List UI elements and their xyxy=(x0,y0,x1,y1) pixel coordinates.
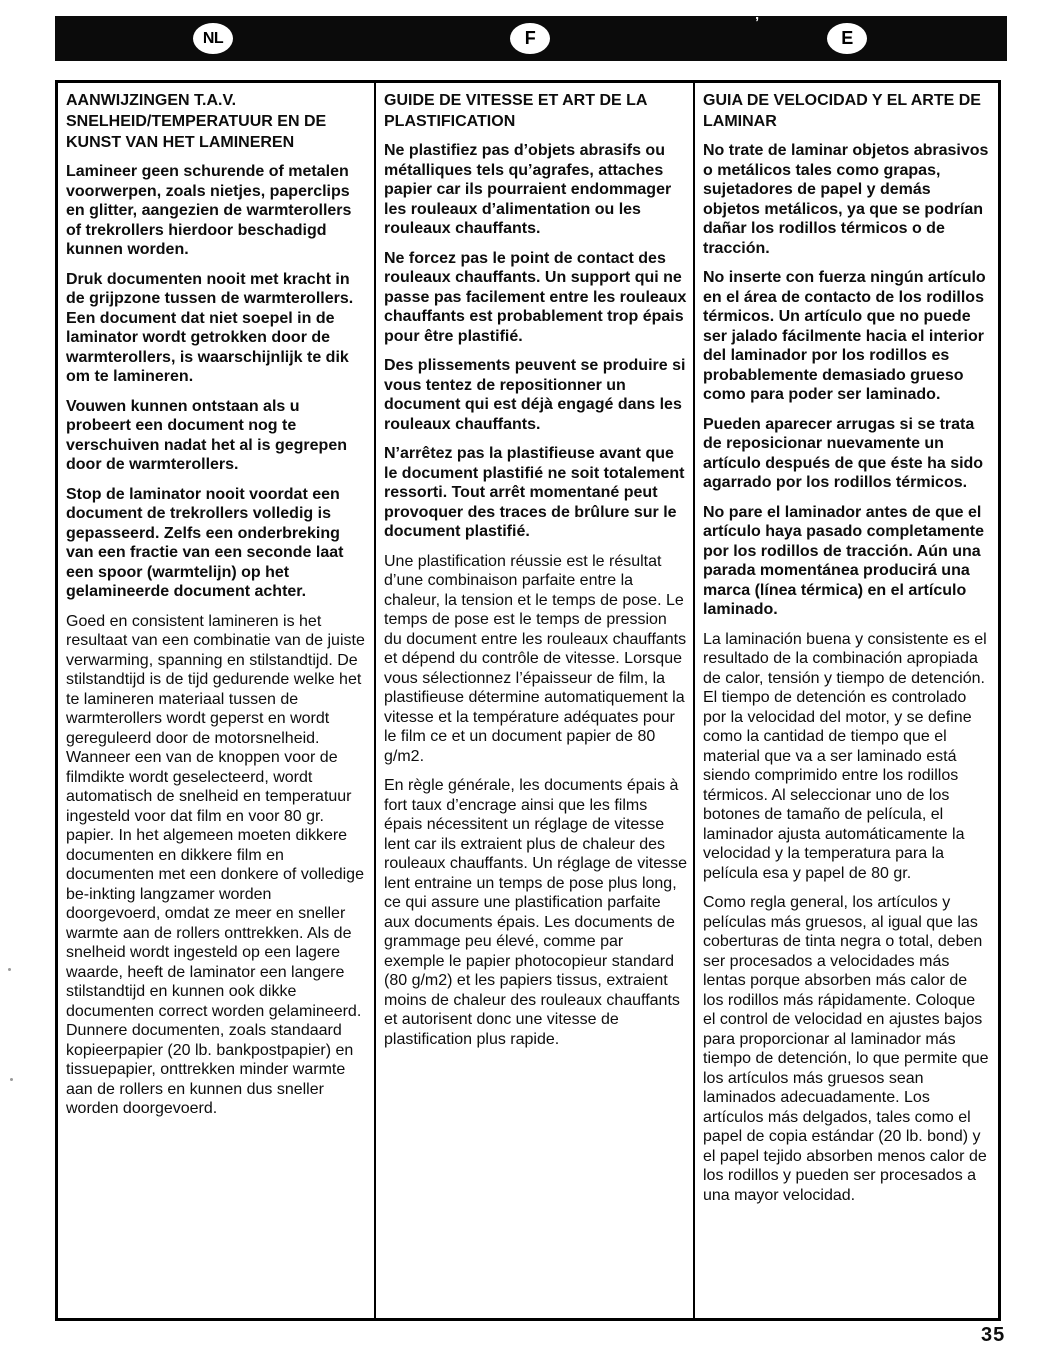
column-fr-heading: GUIDE DE VITESSE ET ART DE LA PLASTIFICATION xyxy=(384,92,647,130)
page-number: 35 xyxy=(981,1324,1006,1346)
paragraph: Pueden aparecer arrugas si se trata de reposicionar nuevamente un artículo después de que éste ha sido agarrado por los rodillos térmicos. xyxy=(703,415,984,491)
paragraph: En règle générale, les documents épais à fort taux d’encrage ainsi que les films épais nécessitent un réglage de vitesse lent car ils extraient plus de chaleur des rouleaux chauffants. Un réglage de vitesse lent entraine un temps de pose plus long, ce qui assure une plastification parfaite aux documents épais. Les documents de grammage peu élevé, comme par exemple le papier photocopieur standard (80 g/m2) et les papiers tissus, extraient moins de chaleur des rouleaux chauffants et autorisent donc une vitesse de plastification plus rapide. xyxy=(384,777,688,1048)
paragraph: La laminación buena y consistente es el resultado de la combinación apropiada de calor, tensión y tiempo de detención. El tiempo de detención es controlado por la velocidad del motor, y se define como la cantidad de tiempo que el material que va a ser laminado está siendo comprimido entre los rodillos térmicos. Al seleccionar uno de los botones de tamaño de película, el laminador ajusta automáticamente la velocidad y la temperatura para la película esa y papel de 80 gr. xyxy=(703,630,987,882)
column-nl xyxy=(58,83,376,1318)
paragraph: Stop de laminator nooit voordat een document de trekrollers volledig is gepasseerd. Zelfs een onderbreking van een fractie van een seconde laat een spoor (warmtelijn) op het gelamineerde document achter. xyxy=(66,485,344,600)
language-badge-f-icon: F xyxy=(510,23,550,54)
paragraph: No trate de laminar objetos abrasivos o metálicos tales como grapas, sujetadores de papel y demás objetos metálicos, ya que se podrían dañar los rodillos térmicos o de tracción. xyxy=(703,142,989,257)
paragraph: N’arrêtez pas la plastifieuse avant que le document plastifié ne soit totalement ressorti. Tout arrêt momentané peut provoquer des traces de brûlure sur le document plastifié. xyxy=(384,445,685,540)
language-badge-nl-icon: NL xyxy=(193,23,233,54)
paragraph: No inserte con fuerza ningún artículo en el área de contacto de los rodillos térmicos. Un artículo que no puede ser jalado fácilmente hacia el interior del laminador por los rodillos es probablemente demasiado grueso como para poder ser laminado. xyxy=(703,269,986,403)
column-fr xyxy=(376,83,695,1318)
content-box xyxy=(55,80,1001,1321)
paragraph: Lamineer geen schurende of metalen voorwerpen, zoals nietjes, paperclips en glitter, aangezien de warmterollers of trekrollers hierdoor beschadigd kunnen worden. xyxy=(66,163,352,258)
language-bar xyxy=(55,16,1007,61)
paragraph: Como regla general, los artículos y películas más gruesos, al igual que las coberturas de tinta negra o total, deben ser procesados a velocidades más lentas porque absorben más calor de los rodillos más rápidamente. Coloque el control de velocidad en ajustes bajos para proporcionar al laminador más tiempo de detención, lo que permite que los artículos más gruesos sean laminados adecuadamente. Los artículos más delgados, tales como el papel de copia estándar (20 lb. bond) y el papel tejido absorben menos calor de los rodillos y pueden ser procesados a una mayor velocidad. xyxy=(703,894,989,1204)
paragraph: Des plissements peuvent se produire si vous tentez de repositionner un document qui est déjà engagé dans les rouleaux chauffants. xyxy=(384,357,686,433)
column-es-heading: GUIA DE VELOCIDAD Y EL ARTE DE LAMINAR xyxy=(703,92,981,130)
paragraph: Druk documenten nooit met kracht in de grijpzone tussen de warmterollers. Een document dat niet soepel in de laminator wordt getrokken door de warmterollers, is waarschijnlijk te dik om te lamineren. xyxy=(66,270,354,385)
language-badge-e-icon: E xyxy=(827,23,867,54)
paragraph: Ne plastifiez pas d’objets abrasifs ou métalliques tels qu’agrafes, attaches papier car ils pourraient endommager les rouleaux d’alimentation ou les rouleaux chauffants. xyxy=(384,142,672,237)
column-nl-heading: AANWIJZINGEN T.A.V. SNELHEID/TEMPERATUUR EN DE KUNST VAN HET LAMINEREN xyxy=(66,92,327,151)
column-es xyxy=(695,83,996,1318)
paragraph: Une plastification réussie est le résultat d’une combinaison parfaite entre la chaleur, la tension et le temps de pose. Le temps de pose est le temps de pression du document entre les rouleaux chauffants et dépend du contrôle de vitesse. Lorsque vous sélectionnez l’épaisseur de film, la plastifieuse détermine automatiquement la vitesse et la température adéquates pour le film ce et un document papier de 80 g/m2. xyxy=(384,552,687,765)
scan-stray-mark: ’ xyxy=(755,14,760,31)
scan-speck xyxy=(8,968,11,971)
paragraph: Goed en consistent lamineren is het resultaat van een combinatie van de juiste verwarming, spanning en stilstandtijd. De stilstandtijd is de tijd gedurende welke het te lamineren materiaal tussen de warmterollers wordt geperst en wordt gereguleerd door de motorsnelheid. Wanneer een van de knoppen voor de filmdikte wordt geselecteerd, wordt automatisch de snelheid en temperatuur ingesteld voor dat film en voor 80 gr. papier. In het algemeen moeten dikkere documenten en dikkere film en documenten met een donkere of volledige be-inkting langzamer worden doorgevoerd, omdat ze meer en sneller warmte aan de rollers onttrekken. Als de snelheid wordt ingesteld op een lagere waarde, heeft de laminator een langere stilstandtijd en kunnen ook dikke documenten correct worden gelamineerd. Dunnere documenten, zoals standaard kopieerpapier (20 lb. bankpostpapier) en tissuepapier, onttrekken minder warmte aan de rollers en kunnen dus sneller worden doorgevoerd. xyxy=(66,612,365,1117)
paragraph: No pare el laminador antes de que el artículo haya pasado completamente por los rodillos de tracción. Aún una parada momentánea producirá una marca (línea térmica) en el artículo laminado. xyxy=(703,503,984,618)
paragraph: Ne forcez pas le point de contact des rouleaux chauffants. Un support qui ne passe pas facilement entre les rouleaux chauffants est probablement trop épais pour être plastifié. xyxy=(384,249,687,345)
paragraph: Vouwen kunnen ontstaan als u probeert een document nog te verschuiven nadat het al is gegrepen door de warmterollers. xyxy=(66,397,347,473)
scan-speck xyxy=(10,1078,13,1081)
